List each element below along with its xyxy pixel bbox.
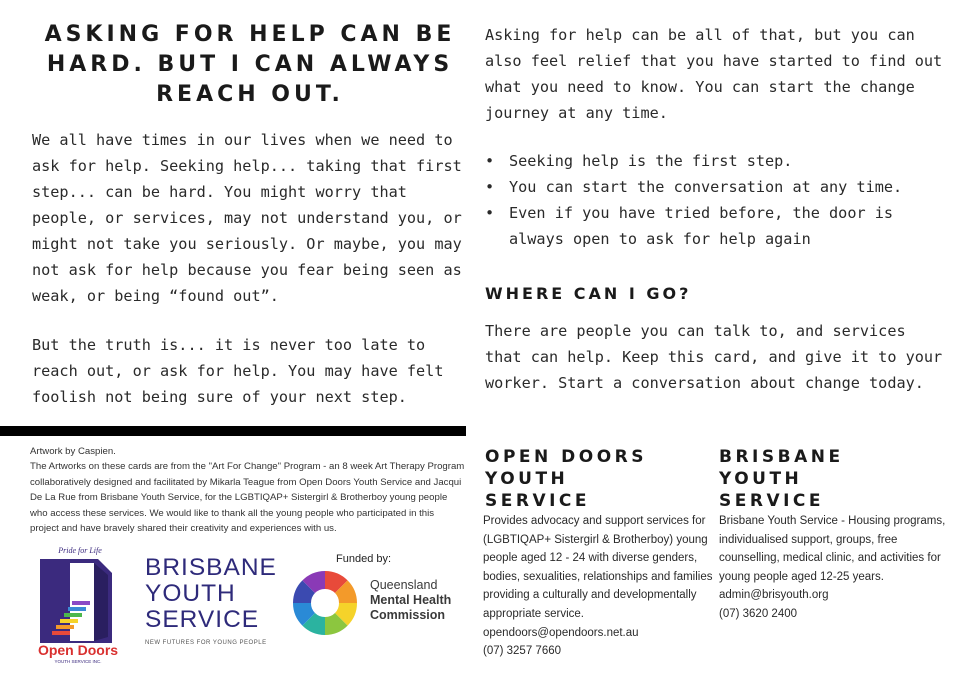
artwork-credit-line: Artwork by Caspien. (30, 446, 116, 457)
open-doors-service-info (483, 512, 715, 661)
open-doors-logo (30, 545, 130, 665)
qmhc-line2: Mental Health (370, 593, 452, 607)
brisbane-youth-service-info (719, 512, 951, 624)
brisbane-youth-service-title: BRISBANE YOUTH SERVICE (719, 447, 844, 511)
open-doors-description: Provides advocacy and support services for (LGBTIQAP+ Sistergirl & Brotherboy) young people aged 12 - 24 with diverse genders, bodies, sexualities, relationships and families providing a culturally and developmentally appropriate service. (483, 515, 713, 620)
program-description: The Artworks on these cards are from the "Art For Change" Program - an 8 week Art Therapy Program collaboratively designed and facilitated by Mikarla Teague from Open Doors Youth Service and Jacqui De La Rue from Brisbane Youth Service, for the LGBTIQAP+ Sistergirl & Brotherboy young people who access these services. We would like to thank all the young people who participated in this project and have bravely shared their creativity and experiences with us. (30, 461, 465, 535)
bys-logo-line2: YOUTH (145, 580, 236, 607)
list-item: • Even if you have tried before, the door is always open to ask for help again (485, 200, 945, 252)
bys-description: Brisbane Youth Service - Housing programs, individualised support, groups, free counselling, medical clinic, and activities for young people aged 12-25 years. (719, 515, 946, 583)
section-divider (0, 426, 466, 436)
bullet-icon: • (485, 152, 495, 170)
bullet-icon: • (485, 204, 495, 222)
funded-by-label: Funded by: (336, 553, 392, 565)
brisbane-youth-service-logo (145, 555, 280, 655)
where-can-i-go-heading: WHERE CAN I GO? (485, 284, 692, 303)
artwork-credits (30, 444, 465, 536)
bullet-icon: • (485, 178, 495, 196)
bys-logo-line3: SERVICE (145, 606, 260, 633)
bys-logo-line1: BRISBANE (145, 554, 277, 581)
open-doors-phone[interactable]: (07) 3257 7660 (483, 645, 562, 658)
main-heading: ASKING FOR HELP CAN BE HARD. BUT I CAN ALWAYS REACH OUT. (44, 22, 456, 107)
open-doors-name: Open Doors (37, 642, 119, 658)
open-doors-email[interactable]: opendoors@opendoors.net.au (483, 626, 639, 639)
truth-paragraph: But the truth is... it is never too late to reach out, or ask for help. You may have felt foolish not being sure of your next step. (32, 336, 444, 406)
relief-paragraph: Asking for help can be all of that, but you can also feel relief that you have started to find out what you need to know. You can start the change journey at any time. (485, 26, 943, 122)
qmhc-line1: Queensland (370, 578, 438, 592)
open-doors-service-title: OPEN DOORS YOUTH SERVICE (485, 447, 648, 511)
qmhc-logo-text (370, 578, 451, 623)
list-item: • Seeking help is the first step. (485, 148, 945, 174)
list-item: • You can start the conversation at any time. (485, 174, 945, 200)
bys-logo-tagline: NEW FUTURES FOR YOUNG PEOPLE (145, 640, 267, 646)
help-bullet-list (485, 148, 945, 252)
where-paragraph: There are people you can talk to, and services that can help. Keep this card, and give it to your worker. Start a conversation about change today. (485, 322, 943, 392)
bys-phone[interactable]: (07) 3620 2400 (719, 607, 798, 620)
open-doors-sub: YOUTH SERVICE INC. (54, 659, 102, 664)
qmhc-line3: Commission (370, 608, 446, 622)
open-doors-tagline: Pride for Life (58, 546, 102, 555)
bys-email[interactable]: admin@brisyouth.org (719, 589, 829, 602)
qmhc-logo-icon (290, 568, 360, 638)
intro-paragraph: We all have times in our lives when we need to ask for help. Seeking help... taking that first step... can be hard. You might worry that people, or services, may not understand you, or might not take you seriously. Or maybe, you may not ask for help because you fear being seen as weak, or being “found out”. (32, 131, 462, 305)
